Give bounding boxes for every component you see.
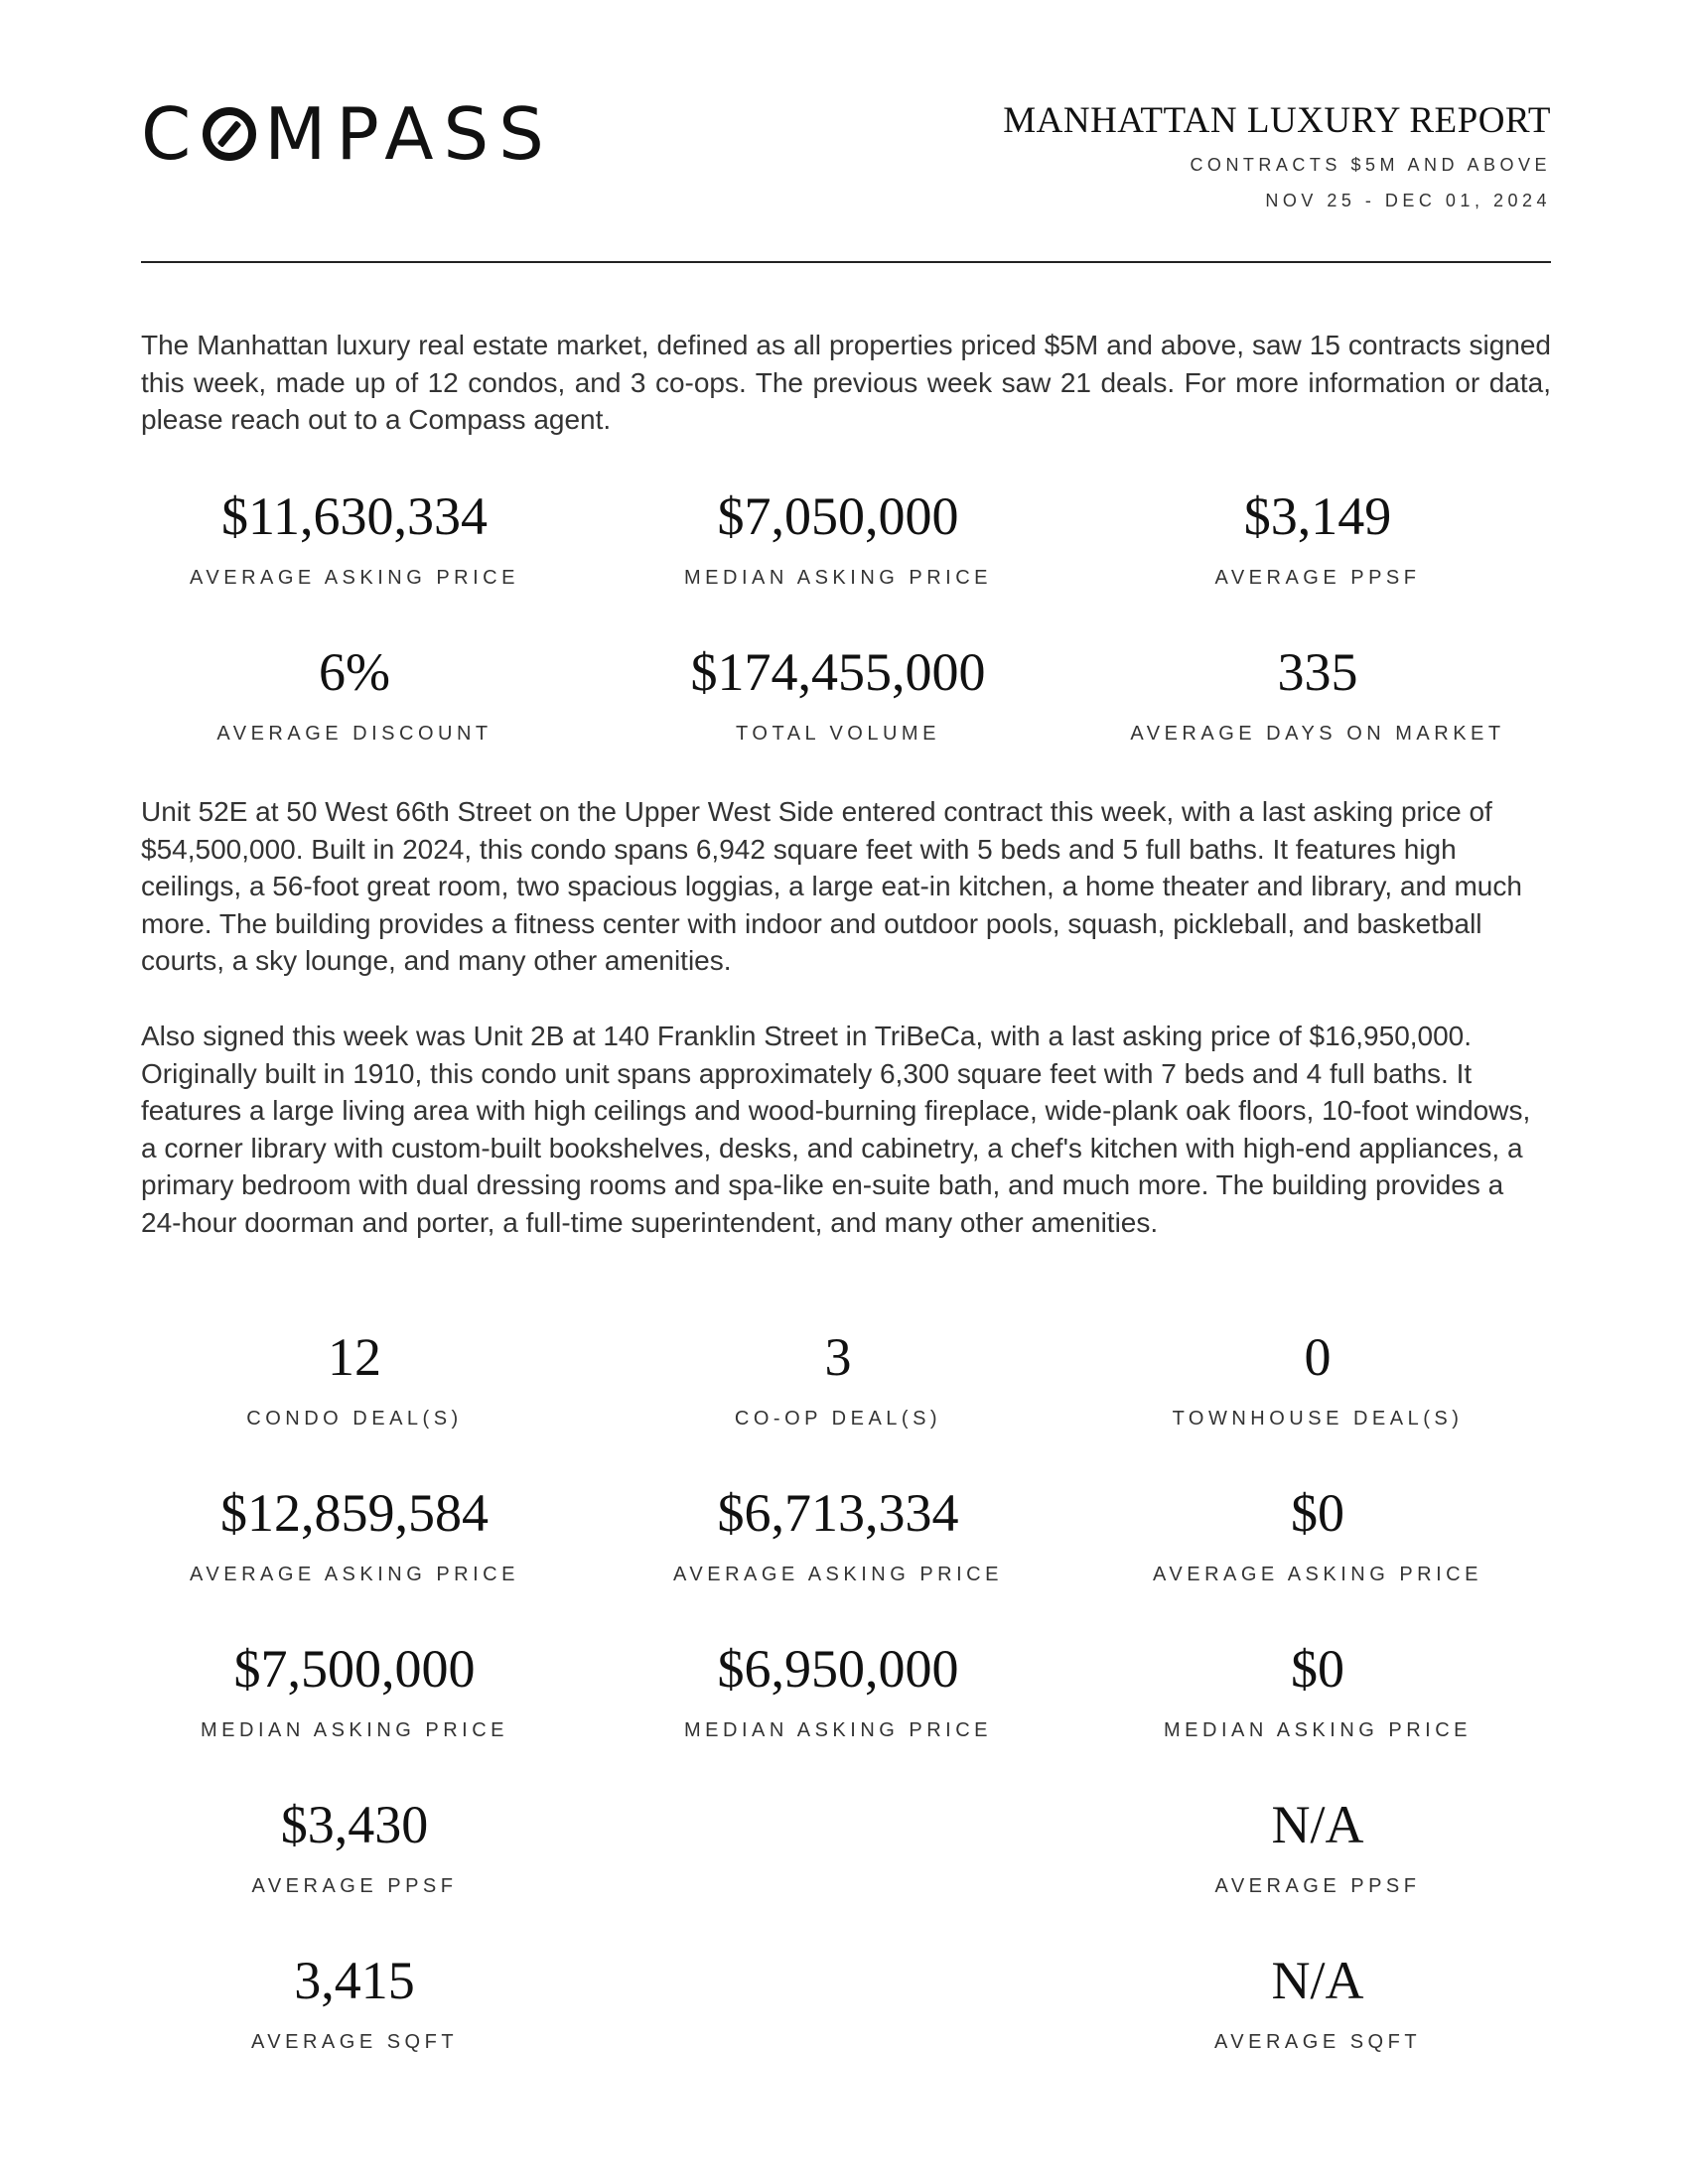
stat-value: N/A bbox=[1271, 1951, 1364, 2010]
stat-value: 3 bbox=[824, 1327, 852, 1387]
stat-label: AVERAGE PPSF bbox=[1214, 567, 1421, 589]
intro-paragraph: The Manhattan luxury real estate market, defined as all properties priced $5M and above, saw 15 contracts signed this week, made up of 12 condos, and 3 co-ops. The previous week saw 21 deals. For more information or data, please reach out to a Compass agent. bbox=[141, 330, 1551, 435]
stat-average-asking-price bbox=[146, 486, 563, 590]
stat-condo-average-sqft bbox=[146, 1951, 563, 2054]
highlight-paragraph-1: Unit 52E at 50 West 66th Street on the Upper West Side entered contract this week, with a last asking price of $54,500,000. Built in 2024, this condo spans 6,942 square feet with 5 beds and 5 full baths. It features high ceilings, a 56-foot great room, two spacious loggias, a large eat-in kitchen, a home theater and library, and much more. The building provides a fitness center with indoor and outdoor pools, squash, pickleball, and basketball courts, a sky lounge, and many other amenities. bbox=[141, 796, 1522, 976]
report-title: MANHATTAN LUXURY REPORT bbox=[1003, 100, 1551, 141]
stat-label: AVERAGE PPSF bbox=[251, 1875, 458, 1897]
compass-logo-wordmark: C MPASS bbox=[141, 92, 554, 176]
stat-total-volume bbox=[630, 642, 1047, 746]
stat-condo-average-asking-price bbox=[146, 1483, 563, 1586]
highlight-paragraph-2: Also signed this week was Unit 2B at 140 Franklin Street in TriBeCa, with a last asking price of $16,950,000. Originally built in 1910, this condo unit spans approximately 6,300 square feet with 7 beds and 4 full baths. It features a large living area with high ceilings and wood-burning fireplace, wide-plank oak floors, 10-foot windows, a corner library with custom-built bookshelves, desks, and cabinetry, a chef's kitchen with high-end appliances, a primary bedroom with dual dressing rooms and spa-like en-suite bath, and much more. The building provides a 24-hour doorman and porter, a full-time superintendent, and many other amenities. bbox=[141, 1021, 1531, 1238]
stat-coop-median-asking-price bbox=[630, 1639, 1047, 1742]
stat-label: CO-OP DEAL(S) bbox=[734, 1408, 942, 1430]
stat-value: $7,050,000 bbox=[717, 486, 959, 546]
stat-value: $11,630,334 bbox=[221, 486, 488, 546]
report-date-range: NOV 25 - DEC 01, 2024 bbox=[1265, 191, 1551, 210]
stat-condo-deals bbox=[146, 1327, 563, 1431]
stat-label: AVERAGE PPSF bbox=[1214, 1875, 1421, 1897]
stat-value: N/A bbox=[1271, 1795, 1364, 1854]
stat-label: CONDO DEAL(S) bbox=[246, 1408, 463, 1430]
stat-value: $174,455,000 bbox=[690, 642, 986, 702]
stat-value: $6,713,334 bbox=[717, 1483, 959, 1543]
stat-value: $6,950,000 bbox=[717, 1639, 959, 1699]
stat-value: $12,859,584 bbox=[220, 1483, 489, 1543]
stat-condo-median-asking-price bbox=[146, 1639, 563, 1742]
stat-median-asking-price bbox=[630, 486, 1047, 590]
stat-townhouse-deals bbox=[1109, 1327, 1526, 1431]
stat-townhouse-average-ppsf bbox=[1109, 1795, 1526, 1898]
stat-value: 6% bbox=[319, 642, 390, 702]
stat-value: $0 bbox=[1291, 1483, 1344, 1543]
stat-label: AVERAGE ASKING PRICE bbox=[673, 1564, 1003, 1585]
stat-average-ppsf bbox=[1109, 486, 1526, 590]
report-subtitle: CONTRACTS $5M AND ABOVE bbox=[1190, 155, 1551, 175]
stat-label: AVERAGE ASKING PRICE bbox=[190, 567, 519, 589]
stat-label: AVERAGE SQFT bbox=[250, 2031, 459, 2053]
stat-label: TOWNHOUSE DEAL(S) bbox=[1172, 1408, 1464, 1430]
stat-coop-deals bbox=[630, 1327, 1047, 1431]
stat-value: $0 bbox=[1291, 1639, 1344, 1699]
header-divider bbox=[141, 261, 1551, 263]
stat-coop-average-asking-price bbox=[630, 1483, 1047, 1586]
stat-label: MEDIAN ASKING PRICE bbox=[201, 1719, 508, 1741]
stat-condo-average-ppsf bbox=[146, 1795, 563, 1898]
stat-townhouse-median-asking-price bbox=[1109, 1639, 1526, 1742]
stat-value: 0 bbox=[1304, 1327, 1332, 1387]
report-page bbox=[141, 0, 1551, 2184]
stat-label: MEDIAN ASKING PRICE bbox=[684, 567, 992, 589]
stat-average-days-on-market bbox=[1109, 642, 1526, 746]
stat-label: MEDIAN ASKING PRICE bbox=[1164, 1719, 1472, 1741]
stat-label: AVERAGE DISCOUNT bbox=[216, 723, 492, 745]
stat-value: $3,149 bbox=[1243, 486, 1392, 546]
stat-townhouse-average-sqft bbox=[1109, 1951, 1526, 2054]
compass-o-icon bbox=[203, 107, 256, 161]
stat-value: $3,430 bbox=[280, 1795, 429, 1854]
stat-label: AVERAGE DAYS ON MARKET bbox=[1130, 723, 1505, 745]
stat-label: AVERAGE ASKING PRICE bbox=[190, 1564, 519, 1585]
stat-label: MEDIAN ASKING PRICE bbox=[684, 1719, 992, 1741]
stat-label: AVERAGE SQFT bbox=[1213, 2031, 1422, 2053]
stat-townhouse-average-asking-price bbox=[1109, 1483, 1526, 1586]
stat-label: AVERAGE ASKING PRICE bbox=[1153, 1564, 1482, 1585]
compass-logo bbox=[141, 92, 554, 176]
stat-value: 12 bbox=[328, 1327, 381, 1387]
stat-value: $7,500,000 bbox=[233, 1639, 476, 1699]
stat-value: 3,415 bbox=[294, 1951, 415, 2010]
stat-label: TOTAL VOLUME bbox=[736, 723, 940, 745]
stat-value: 335 bbox=[1277, 642, 1358, 702]
stat-average-discount bbox=[146, 642, 563, 746]
